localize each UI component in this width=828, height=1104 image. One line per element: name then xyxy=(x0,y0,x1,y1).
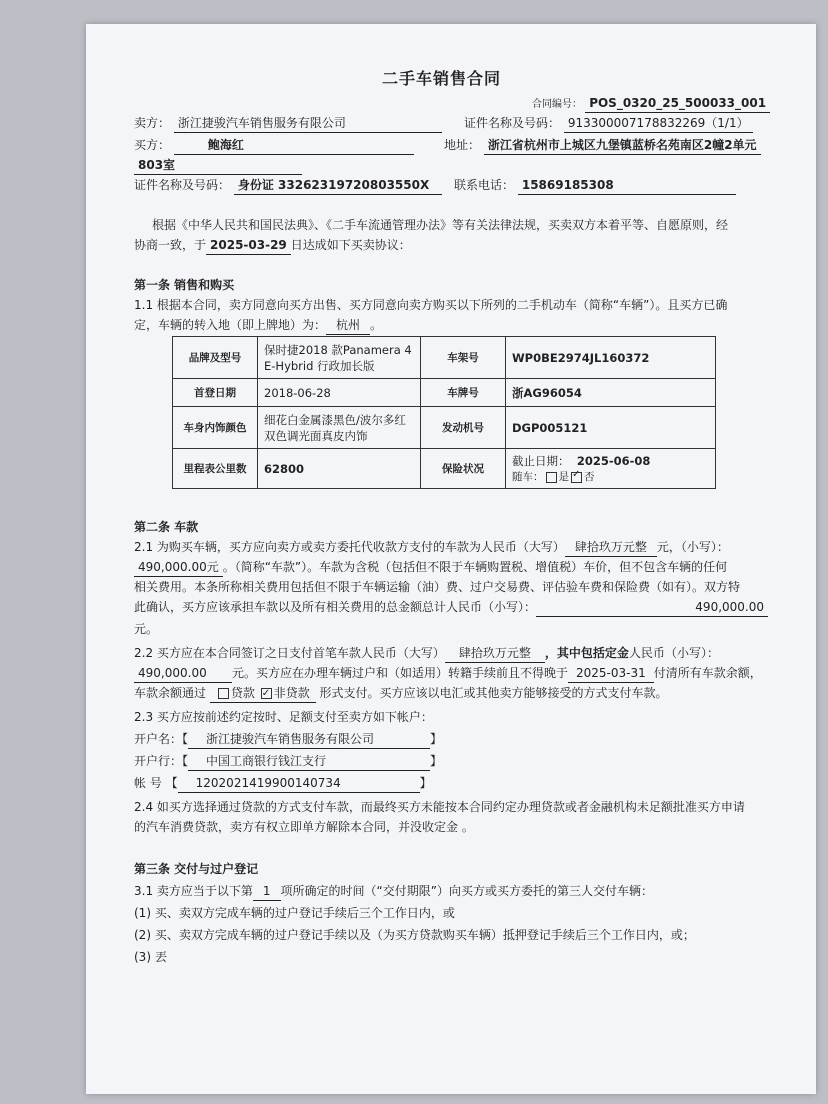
ins-no-label: 否 xyxy=(584,471,595,483)
bracket: 】 xyxy=(430,732,443,746)
mileage-label: 里程表公里数 xyxy=(173,449,258,489)
intro-text-b: 日达成如下买卖协议： xyxy=(290,238,411,252)
art2-p1-text-a: 2.1 为购买车辆，买方应向卖方或卖方委托代收款方支付的车款为人民币（大写） xyxy=(134,540,565,554)
buyer-address-value: 浙江省杭州市上城区九堡镇蓝桥名苑南区2幢2单元 xyxy=(484,136,761,155)
art2-p2-text-c: 人民币（小写）： xyxy=(628,646,719,660)
art2-p2-deposit: ，其中包括定金 xyxy=(544,646,629,660)
table-row xyxy=(173,337,716,379)
article-2-p2-line2 xyxy=(134,664,762,683)
brand-value: 保时捷2018 款Panamera 4 E-Hybrid 行政加长版 xyxy=(258,337,421,379)
delivery-item-number: 1 xyxy=(253,882,281,901)
art2-p2-text-e: 付清所有车款余额， xyxy=(653,666,762,680)
vin-value: WP0BE2974JL160372 xyxy=(506,337,716,379)
contract-number-value: POS_0320_25_500033_001 xyxy=(585,94,770,113)
loan-label: 贷款 xyxy=(230,686,255,700)
buyer-phone-value: 15869185308 xyxy=(518,176,736,195)
seller-name: 浙江捷骏汽车销售服务有限公司 xyxy=(174,114,442,133)
article-3-item-1: (1) 买、卖双方完成车辆的过户登记手续后三个工作日内，或 xyxy=(134,906,455,920)
bracket: 】 xyxy=(419,776,432,790)
seller-id-label: 证件名称及号码： xyxy=(464,116,561,130)
account-number-label: 帐 号 【 xyxy=(134,776,178,790)
buyer-phone-label: 联系电话： xyxy=(454,178,515,192)
art2-p1-text-c: 。（简称“车款”）。车款为含税（包括但不限于车辆购置税、增值税）车价，但不包含车辆的任何 xyxy=(222,560,728,574)
article-3-heading: 第三条 交付与过户登记 xyxy=(134,862,259,876)
vin-label: 车架号 xyxy=(421,337,506,379)
first-payment-chinese: 肆拾玖万元整 xyxy=(445,644,545,663)
seller-line xyxy=(134,114,442,133)
registration-city: 杭州 xyxy=(326,316,370,335)
article-2-p2-line3 xyxy=(134,684,668,703)
ins-follow-label: 随车： xyxy=(512,471,544,483)
article-3-item-2: (2) 买、卖双方完成车辆的过户登记手续以及（为买方贷款购买车辆）抵押登记手续后三个工作日内，或； xyxy=(134,928,695,942)
account-name: 浙江捷骏汽车销售服务有限公司 xyxy=(188,730,430,749)
intro-line-2 xyxy=(134,236,411,255)
checkbox-loan[interactable] xyxy=(218,688,229,699)
checkbox-yes[interactable] xyxy=(546,472,557,483)
article-2-p4-line1: 2.4 如买方选择通过贷款的方式支付车款，而最终买方未能按本合同约定办理贷款或者金融机构未足额批准买方申请 xyxy=(134,800,745,814)
buyer-id-label: 证件名称及号码： xyxy=(134,178,231,192)
article-3-p1 xyxy=(134,882,653,901)
article-1-p1-line1: 1.1 根据本合同，卖方同意向买方出售、买方同意向卖方购买以下所列的二手机动车（简称“车辆”）。且买方已确 xyxy=(134,298,728,312)
article-3-item-3: (3) 丟 xyxy=(134,950,167,964)
buyer-id xyxy=(134,176,442,195)
intro-line-1: 根据《中华人民共和国民法典》、《二手车流通管理办法》等有关法律法规，买卖双方本着平等、自愿原则，经 xyxy=(152,218,729,232)
engine-label: 发动机号 xyxy=(421,407,506,449)
checkbox-no[interactable] xyxy=(571,472,582,483)
contract-number-label: 合同编号： xyxy=(532,99,582,110)
agreement-date: 2025-03-29 xyxy=(206,236,291,255)
art2-p1-text-d: 此确认，买方应该承担车款以及所有相关费用的总金额总计人民币（小写）： xyxy=(134,600,537,614)
plate-label: 车牌号 xyxy=(421,379,506,407)
contract-number xyxy=(532,94,770,114)
buyer-name: 鲍海红 xyxy=(174,136,414,155)
buyer-address-cont xyxy=(134,156,302,175)
seller-id-value: 913300007178832269（1/1） xyxy=(564,114,753,133)
ins-end-date: 2025-06-08 xyxy=(576,454,651,468)
payment-method xyxy=(210,684,316,703)
seller-id xyxy=(464,114,753,133)
art2-p2-text-g: 形式支付。买方应该以电汇或其他卖方能够接受的方式支付车款。 xyxy=(319,686,668,700)
account-name-line xyxy=(134,730,442,749)
art3-p1-text-b: 项所确定的时间（“交付期限”）向买方或买方委托的第三人交付车辆： xyxy=(280,884,653,898)
intro-text-a: 协商一致，于 xyxy=(134,238,207,252)
buyer-address-cont-value: 803室 xyxy=(134,156,302,175)
art3-p1-text-a: 3.1 卖方应当于以下第 xyxy=(134,884,253,898)
first-payment-numeric: 490,000.00 xyxy=(134,664,232,683)
insurance-label: 保险状况 xyxy=(421,449,506,489)
art2-p2-text-d: 元。买方应在办理车辆过户和（如适用）转籍手续前且不得晚于 xyxy=(232,666,569,680)
account-bank: 中国工商银行钱江支行 xyxy=(188,752,430,771)
reg-date-label: 首登日期 xyxy=(173,379,258,407)
article-2-heading: 第二条 车款 xyxy=(134,520,199,534)
mileage-value: 62800 xyxy=(258,449,421,489)
buyer-address xyxy=(444,136,761,155)
buyer-phone xyxy=(454,176,736,195)
plate-value: 浙AG96054 xyxy=(506,379,716,407)
non-loan-label: 非贷款 xyxy=(273,686,310,700)
insurance-value xyxy=(506,449,716,489)
article-1-p1-text: 定，车辆的转入地（即上牌地）为： xyxy=(134,318,327,332)
brand-label: 品牌及型号 xyxy=(173,337,258,379)
account-number: 1202021419900140734 xyxy=(178,774,420,793)
reg-date-value: 2018-06-28 xyxy=(258,379,421,407)
art2-p2-text-a: 2.2 买方应在本合同签订之日支付首笔车款人民币（大写） xyxy=(134,646,445,660)
buyer-label: 买方： xyxy=(134,138,171,152)
account-name-label: 开户名：【 xyxy=(134,732,189,746)
article-2-p2-line1 xyxy=(134,644,719,663)
article-2-p1-line1 xyxy=(134,538,729,557)
ins-yes-label: 是 xyxy=(558,471,569,483)
article-2-p1-line2 xyxy=(134,558,727,577)
buyer-id-value: 身份证 33262319720803550X xyxy=(234,176,442,195)
article-2-p1-line4 xyxy=(134,598,768,617)
amount-chinese: 肆拾玖万元整 xyxy=(565,538,657,557)
art2-p2-text-f: 车款余额通过 xyxy=(134,686,207,700)
table-row xyxy=(173,449,716,489)
color-value: 细花白金属漆黑色/波尔多红双色调光面真皮内饰 xyxy=(258,407,421,449)
art2-p1-text-b: 元，（小写）： xyxy=(656,540,729,554)
buyer-line xyxy=(134,136,414,155)
vehicle-table xyxy=(172,336,716,489)
article-2-p1-line3: 相关费用。本条所称相关费用包括但不限于车辆运输（油）费、过户交易费、评估验车费和保险费（如有）。双方特 xyxy=(134,580,741,594)
article-2-p1-line5: 元。 xyxy=(134,622,159,636)
article-1-p1-line2 xyxy=(134,316,382,335)
contract-page xyxy=(86,24,816,1094)
engine-value: DGP005121 xyxy=(506,407,716,449)
article-1-heading: 第一条 销售和购买 xyxy=(134,278,235,292)
color-label: 车身内饰颜色 xyxy=(173,407,258,449)
amount-numeric: 490,000.00元 xyxy=(134,558,223,577)
ins-end-label: 截止日期： xyxy=(512,454,570,468)
bracket: 】 xyxy=(430,754,443,768)
account-bank-line xyxy=(134,752,442,771)
final-payment-date: 2025-03-31 xyxy=(568,664,654,683)
account-number-line xyxy=(134,774,432,793)
table-row xyxy=(173,379,716,407)
checkbox-non-loan[interactable] xyxy=(261,688,272,699)
buyer-address-label: 地址： xyxy=(444,138,481,152)
table-row xyxy=(173,407,716,449)
total-amount: 490,000.00 xyxy=(536,598,768,617)
article-1-p1-end: 。 xyxy=(370,318,383,332)
account-bank-label: 开户行：【 xyxy=(134,754,189,768)
article-2-p4-line2: 的汽车消费贷款，卖方有权立即单方解除本合同，并没收定金 。 xyxy=(134,820,474,834)
article-2-p3: 2.3 买方应按前述约定按时、足额支付至卖方如下帐户： xyxy=(134,710,433,724)
seller-label: 卖方： xyxy=(134,116,171,130)
document-title: 二手车销售合同 xyxy=(382,69,502,88)
